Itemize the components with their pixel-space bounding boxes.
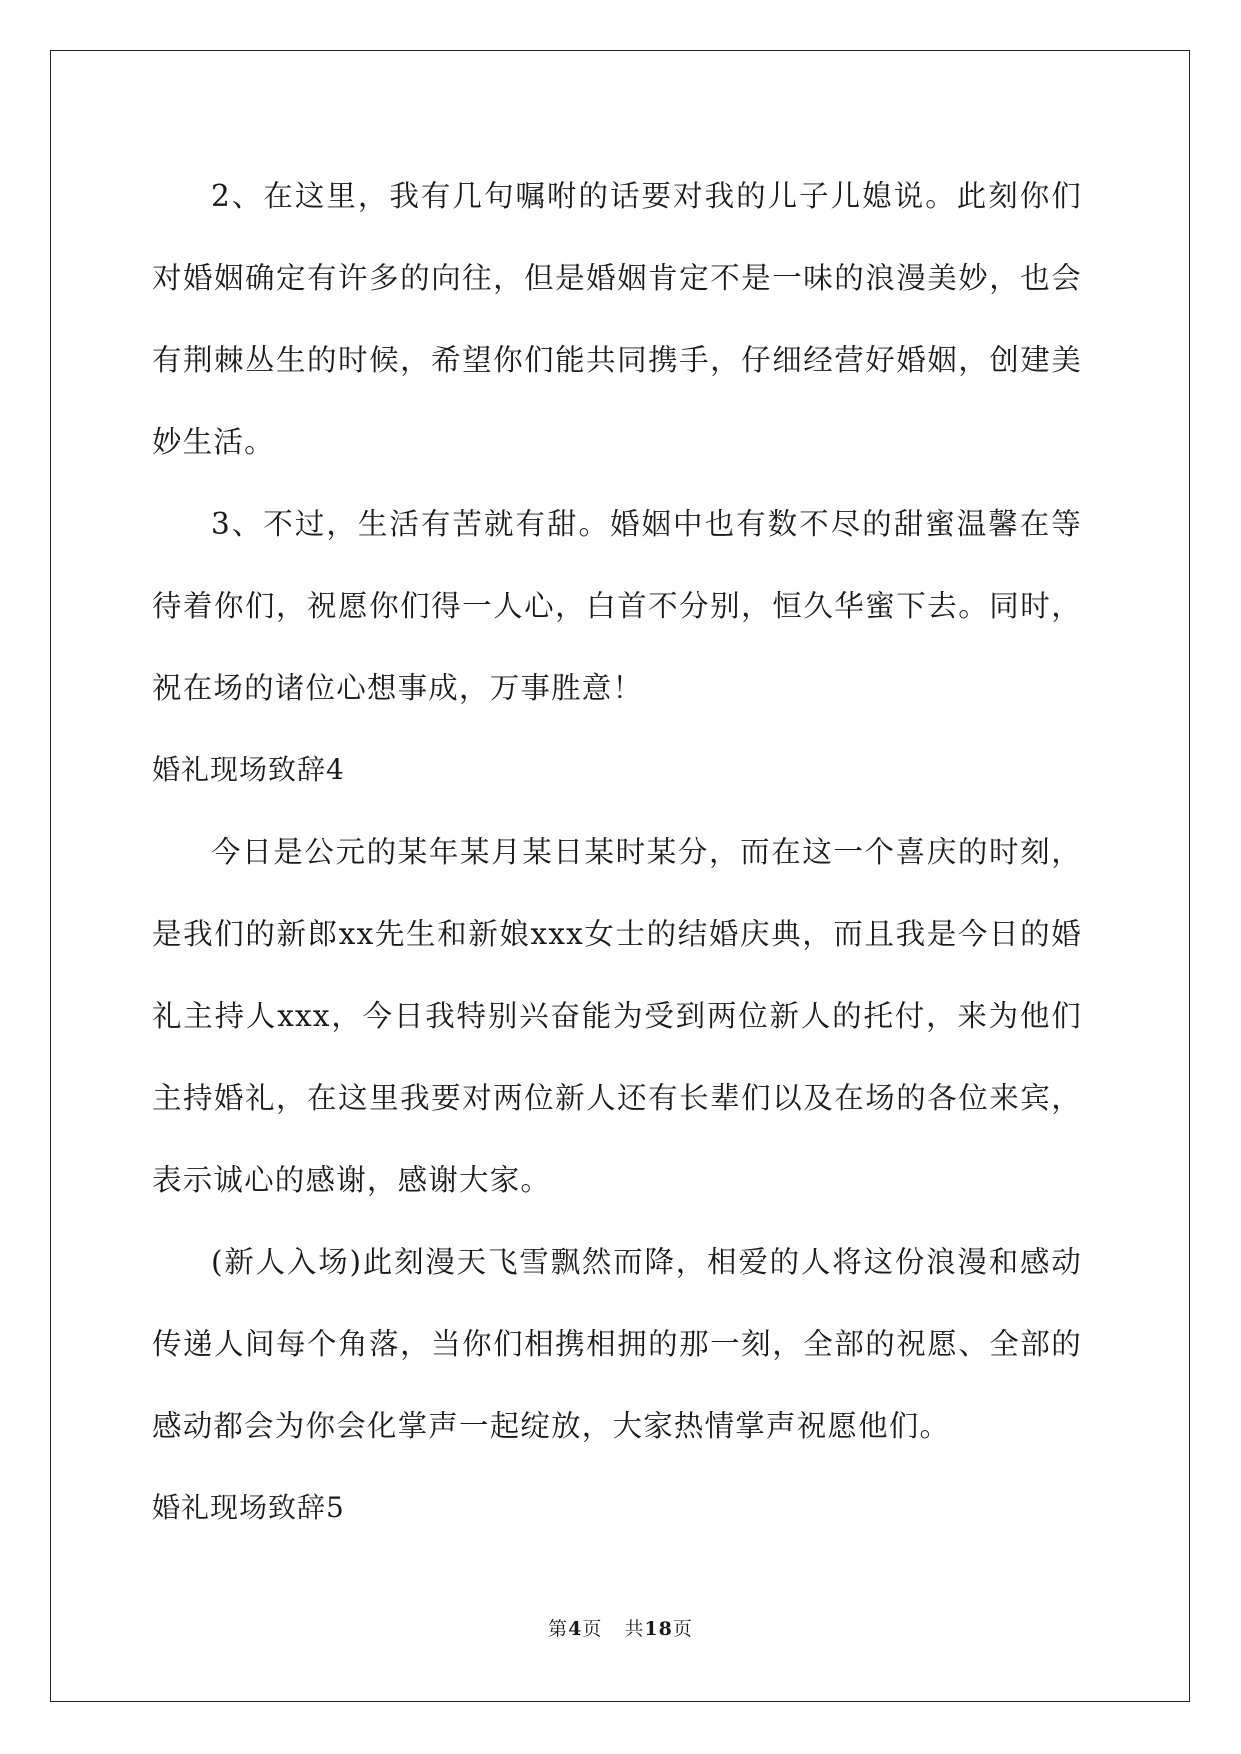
footer-total-prefix: 共 <box>624 1618 645 1640</box>
paragraph-2: 2、在这里，我有几句嘱咐的话要对我的儿子儿媳说。此刻你们对婚姻确定有许多的向往，但是婚姻肯定不是一味的浪漫美妙，也会有荆棘丛生的时候，希望你们能共同携手，仔细经营好婚姻，创建美妙生活。 <box>152 179 1082 459</box>
section-heading-4: 婚礼现场致辞4 <box>152 753 345 786</box>
footer-prefix: 第 <box>548 1618 569 1640</box>
footer-total-unit: 页 <box>672 1618 693 1640</box>
paragraph-3: 3、不过，生活有苦就有甜。婚姻中也有数不尽的甜蜜温馨在等待着你们，祝愿你们得一人心，白首不分别，恒久华蜜下去。同时，祝在场的诸位心想事成，万事胜意！ <box>152 507 1082 705</box>
section-heading-5: 婚礼现场致辞5 <box>152 1491 345 1524</box>
page-footer <box>0 1614 1241 1641</box>
total-pages-number: 18 <box>644 1618 673 1640</box>
footer-page-unit: 页 <box>582 1618 603 1640</box>
current-page-number: 4 <box>568 1618 583 1640</box>
paragraph-intro: 今日是公元的某年某月某日某时某分，而在这一个喜庆的时刻，是我们的新郎xx先生和新娘xxx女士的结婚庆典，而且我是今日的婚礼主持人xxx，今日我特别兴奋能为受到两位新人的托付，来为他们主持婚礼，在这里我要对两位新人还有长辈们以及在场的各位来宾，表示诚心的感谢，感谢大家。 <box>152 835 1082 1197</box>
paragraph-entrance: (新人入场)此刻漫天飞雪飘然而降，相爱的人将这份浪漫和感动传递人间每个角落，当你们相携相拥的那一刻，全部的祝愿、全部的感动都会为你会化掌声一起绽放，大家热情掌声祝愿他们。 <box>152 1245 1082 1443</box>
document-body <box>152 155 1082 1549</box>
